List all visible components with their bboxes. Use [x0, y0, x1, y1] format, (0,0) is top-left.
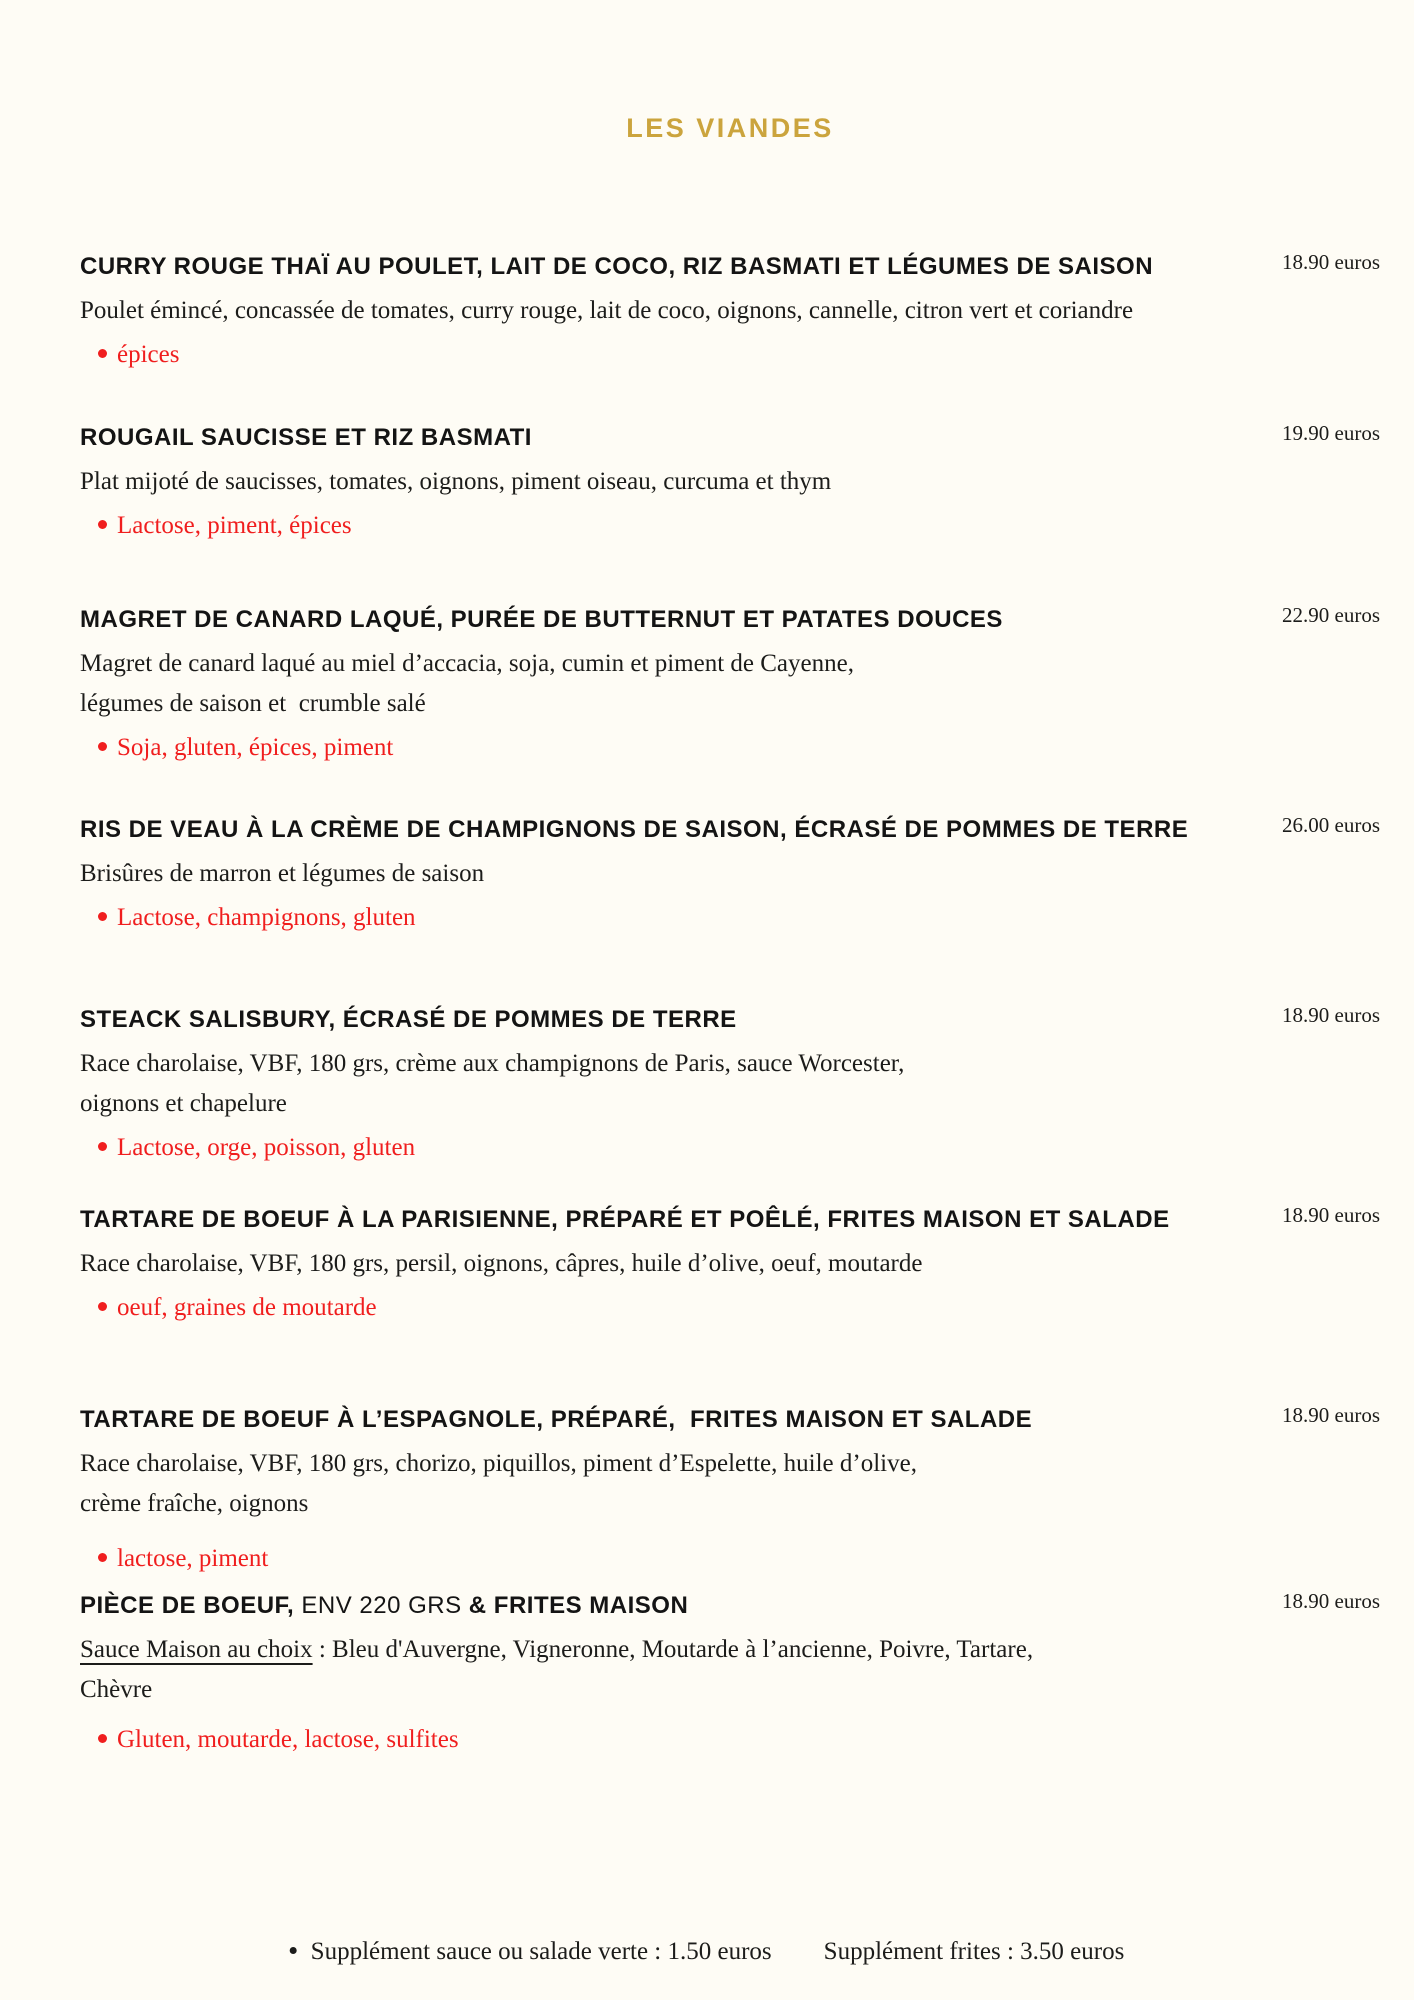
menu-item-header [80, 1005, 1380, 1035]
menu-item-header [80, 1591, 1380, 1621]
item-name-part: & FRITES MAISON [468, 1592, 689, 1619]
item-name: TARTARE DE BOEUF À LA PARISIENNE, PRÉPARÉ ET POÊLÉ, FRITES MAISON ET SALADE [80, 1206, 1170, 1233]
item-price: 18.90 euros [1282, 1003, 1380, 1027]
allergen-text: épices [117, 341, 180, 368]
allergen-list [98, 1539, 1380, 1579]
allergen-list [98, 1128, 1380, 1168]
allergen-text: Lactose, champignons, gluten [117, 904, 416, 931]
allergen-list [98, 506, 1380, 546]
item-price: 18.90 euros [1282, 1203, 1380, 1227]
menu-item [80, 1005, 1380, 1168]
item-name: MAGRET DE CANARD LAQUÉ, PURÉE DE BUTTERNUT ET PATATES DOUCES [80, 606, 1003, 633]
item-name: CURRY ROUGE THAÏ AU POULET, LAIT DE COCO, RIZ BASMATI ET LÉGUMES DE SAISON [80, 253, 1154, 280]
item-description: légumes de saison et crumble salé [80, 690, 426, 717]
menu-item-header [80, 252, 1380, 282]
allergen-list [98, 1288, 1380, 1328]
menu-item-header [80, 815, 1380, 845]
menu-item [80, 1591, 1380, 1760]
menu-item [80, 605, 1380, 768]
allergen-text: lactose, piment [117, 1545, 269, 1572]
allergen-text: Lactose, orge, poisson, gluten [117, 1134, 416, 1161]
item-name: STEACK SALISBURY, ÉCRASÉ DE POMMES DE TERRE [80, 1006, 737, 1033]
item-description: Poulet émincé, concassée de tomates, curry rouge, lait de coco, oignons, cannelle, citron vert et coriandre [80, 297, 1134, 324]
allergen-text: Gluten, moutarde, lactose, sulfites [117, 1726, 459, 1753]
item-description: Race charolaise, VBF, 180 grs, chorizo, piquillos, piment d’Espelette, huile d’olive, [80, 1450, 917, 1477]
item-description [80, 1630, 1380, 1670]
allergen-text: Lactose, piment, épices [117, 512, 352, 539]
allergen-list [98, 335, 1380, 375]
item-name-part: ENV 220 GRS [294, 1592, 469, 1619]
item-description: Race charolaise, VBF, 180 grs, persil, oignons, câpres, huile d’olive, oeuf, moutarde [80, 1250, 923, 1277]
item-price: 18.90 euros [1282, 250, 1380, 274]
item-price: 22.90 euros [1282, 603, 1380, 627]
item-price: 26.00 euros [1282, 813, 1380, 837]
supplement-frites [824, 1932, 1125, 1972]
item-description: Race charolaise, VBF, 180 grs, crème aux champignons de Paris, sauce Worcester, [80, 1050, 905, 1077]
allergen-list [98, 728, 1380, 768]
allergen-list [98, 898, 1380, 938]
item-description: crème fraîche, oignons [80, 1490, 309, 1517]
item-description: Plat mijoté de saucisses, tomates, oignons, piment oiseau, curcuma et thym [80, 468, 832, 495]
bullet-icon [290, 1947, 297, 1954]
item-description: oignons et chapelure [80, 1090, 287, 1117]
item-name [80, 1591, 688, 1621]
allergen-list [98, 1720, 1380, 1760]
allergen-text: oeuf, graines de moutarde [117, 1294, 377, 1321]
footer-supplements [290, 1932, 1125, 1972]
allergen-text: Soja, gluten, épices, piment [117, 734, 394, 761]
sauce-choice-options: : Bleu d'Auvergne, Vigneronne, Moutarde à l’ancienne, Poivre, Tartare, [312, 1636, 1034, 1663]
item-name: ROUGAIL SAUCISSE ET RIZ BASMATI [80, 424, 532, 451]
item-price: 18.90 euros [1282, 1403, 1380, 1427]
menu-item-header [80, 1205, 1380, 1235]
menu-item [80, 423, 1380, 546]
supplement-sauce-text: Supplément sauce ou salade verte : 1.50 euros [310, 1938, 772, 1965]
supplement-sauce [290, 1932, 772, 1972]
item-description: Chèvre [80, 1676, 153, 1703]
menu-item-header [80, 1405, 1380, 1435]
menu-item [80, 252, 1380, 375]
bullet-icon [98, 912, 107, 921]
section-title: LES VIANDES [626, 113, 834, 143]
item-description: Magret de canard laqué au miel d’accacia, soja, cumin et piment de Cayenne, [80, 650, 854, 677]
bullet-icon [98, 742, 107, 751]
menu-item [80, 815, 1380, 938]
item-name: RIS DE VEAU À LA CRÈME DE CHAMPIGNONS DE SAISON, ÉCRASÉ DE POMMES DE TERRE [80, 816, 1189, 843]
item-price: 18.90 euros [1282, 1589, 1380, 1613]
menu-item-header [80, 605, 1380, 635]
bullet-icon [98, 1734, 107, 1743]
bullet-icon [98, 1142, 107, 1151]
menu-item [80, 1405, 1380, 1579]
menu-item-header [80, 423, 1380, 453]
item-name: TARTARE DE BOEUF À L’ESPAGNOLE, PRÉPARÉ, FRITES MAISON ET SALADE [80, 1406, 1033, 1433]
bullet-icon [98, 1302, 107, 1311]
item-name-part: PIÈCE DE BOEUF, [80, 1592, 295, 1619]
bullet-icon [98, 1553, 107, 1562]
supplement-frites-text: Supplément frites : 3.50 euros [823, 1938, 1125, 1965]
item-description: Brisûres de marron et légumes de saison [80, 860, 485, 887]
menu-item [80, 1205, 1380, 1328]
bullet-icon [98, 520, 107, 529]
item-price: 19.90 euros [1282, 421, 1380, 445]
sauce-choice-label: Sauce Maison au choix [80, 1636, 313, 1663]
bullet-icon [98, 349, 107, 358]
